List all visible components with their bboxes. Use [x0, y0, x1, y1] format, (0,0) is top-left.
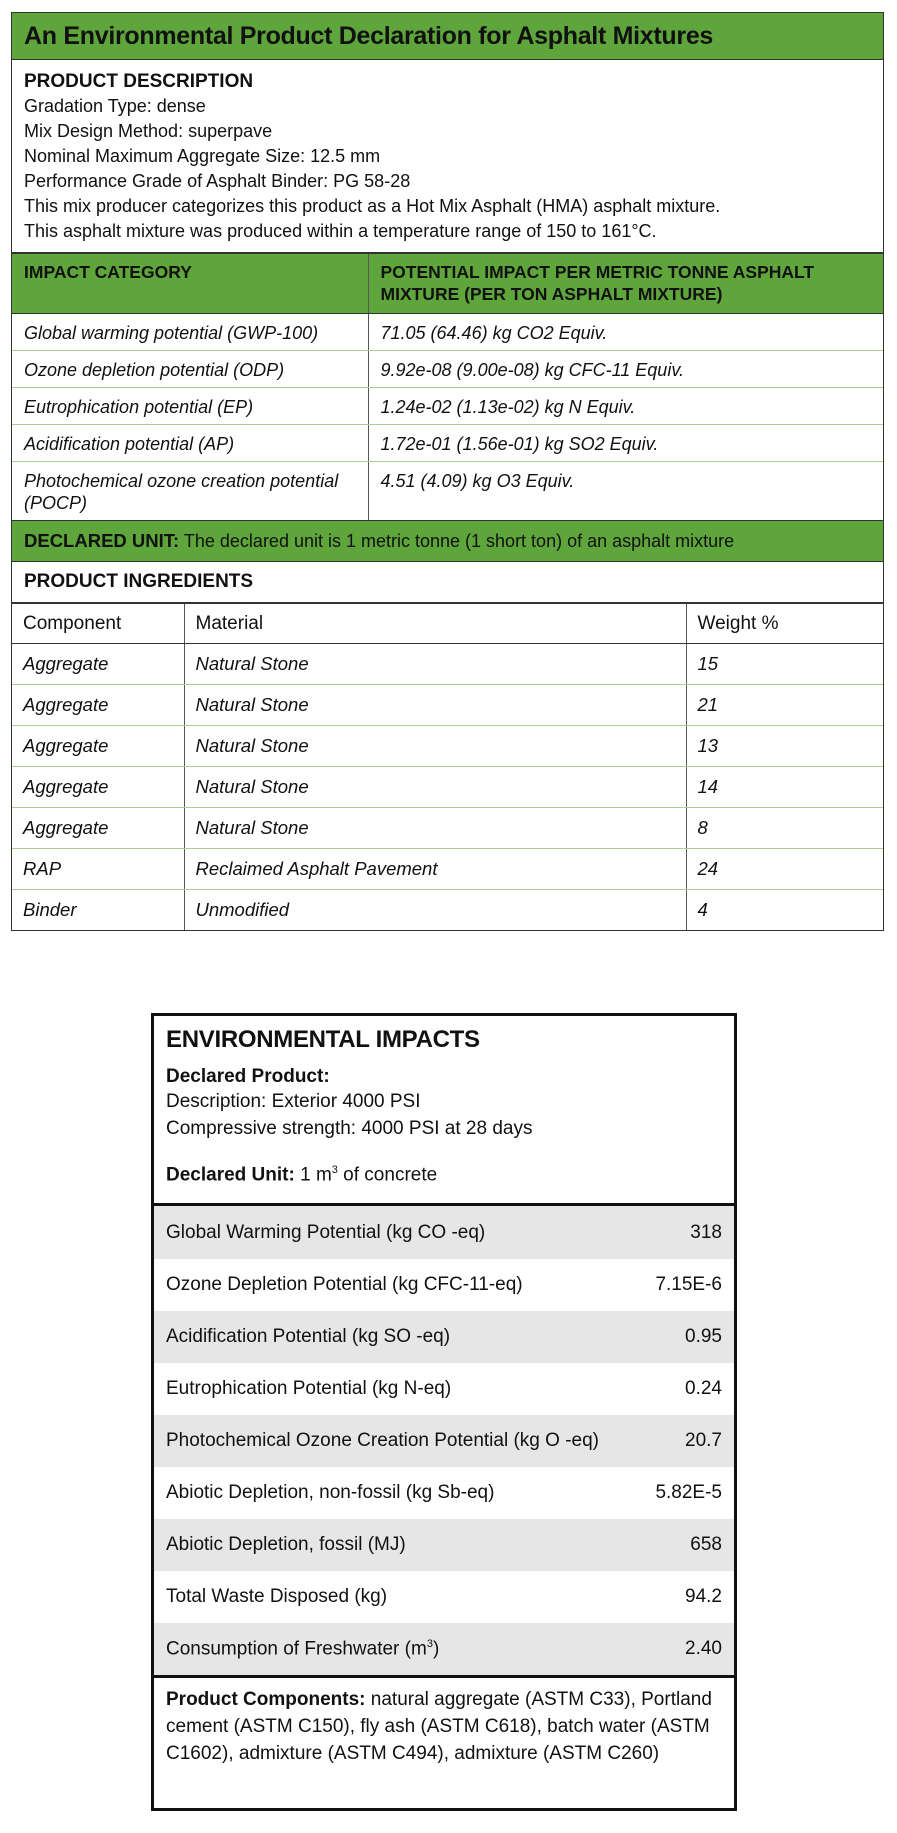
potential-impact-header: POTENTIAL IMPACT PER METRIC TONNE ASPHALT MIXTURE (PER TON ASPHALT MIXTURE): [368, 254, 883, 314]
impact-value: 318: [638, 1206, 734, 1259]
impact-label: Abiotic Depletion, non-fossil (kg Sb-eq): [166, 1482, 495, 1503]
ingredient-row: [12, 808, 883, 849]
product-description-line: Description: Exterior 4000 PSI: [166, 1091, 421, 1112]
impact-category: Acidification potential (AP): [12, 425, 368, 462]
ingredient-material: Natural Stone: [184, 767, 686, 808]
ingredient-weight: 21: [686, 685, 883, 726]
concrete-epd-panel: [151, 1013, 737, 1811]
declared-product-label: Declared Product:: [166, 1066, 330, 1087]
impact-row: [154, 1311, 734, 1363]
ingredient-component: Aggregate: [12, 726, 184, 767]
product-description: [12, 60, 883, 254]
impact-row: [154, 1519, 734, 1571]
material-header: Material: [184, 604, 686, 644]
ingredient-material: Unmodified: [184, 890, 686, 931]
environmental-impacts-title: ENVIRONMENTAL IMPACTS: [166, 1026, 480, 1053]
impact-label-text: Consumption of Freshwater (m: [166, 1638, 427, 1660]
impact-value: 0.24: [685, 1378, 722, 1399]
impact-row: [154, 1467, 734, 1519]
ingredient-component: Aggregate: [12, 644, 184, 685]
ingredient-weight: 8: [686, 808, 883, 849]
component-header: Component: [12, 604, 184, 644]
impact-row: [154, 1259, 734, 1311]
declared-unit-line: [166, 1157, 722, 1188]
impact-category: Photochemical ozone creation potential (POCP): [24, 471, 339, 513]
ingredient-component: RAP: [12, 849, 184, 890]
ingredient-weight: 14: [686, 767, 883, 808]
description-line: Performance Grade of Asphalt Binder: PG 58-28: [24, 171, 411, 191]
impact-row: [12, 388, 883, 425]
impact-category: Eutrophication potential (EP): [12, 388, 368, 425]
environmental-impacts-table: [154, 1206, 734, 1675]
product-components-label: Product Components:: [166, 1689, 366, 1710]
impact-label: [154, 1623, 638, 1675]
impact-category: Global warming potential (GWP-100): [12, 314, 368, 351]
ingredient-row: [12, 767, 883, 808]
compressive-strength-line: Compressive strength: 4000 PSI at 28 days: [166, 1118, 533, 1139]
declared-unit-suffix: of concrete: [337, 1164, 438, 1186]
impact-row: [12, 314, 883, 351]
impact-row: [154, 1206, 734, 1259]
impact-value: 20.7: [638, 1415, 734, 1467]
ingredient-row: [12, 644, 883, 685]
impact-label: Photochemical Ozone Creation Potential (kg O -eq): [154, 1415, 638, 1467]
ingredient-row: [12, 726, 883, 767]
impact-label-suffix: ): [432, 1638, 440, 1660]
product-description-heading: PRODUCT DESCRIPTION: [24, 71, 254, 92]
asphalt-epd-title: An Environmental Product Declaration for Asphalt Mixtures: [12, 13, 883, 60]
impact-value: 71.05 (64.46) kg CO2 Equiv.: [368, 314, 883, 351]
ingredient-material: Natural Stone: [184, 644, 686, 685]
ingredient-row: [12, 685, 883, 726]
weight-header: Weight %: [686, 604, 883, 644]
impact-label: Acidification Potential (kg SO -eq): [154, 1311, 638, 1363]
impact-value: 5.82E-5: [655, 1482, 722, 1503]
declared-unit-bar: [12, 520, 883, 562]
impact-value: 94.2: [685, 1586, 722, 1607]
description-line: This asphalt mixture was produced within a temperature range of 150 to 161°C.: [24, 221, 657, 241]
impact-category: Ozone depletion potential (ODP): [12, 351, 368, 388]
ingredient-weight: 13: [686, 726, 883, 767]
impact-table-header: [12, 254, 883, 314]
impact-value: 7.15E-6: [655, 1274, 722, 1295]
declared-unit-superscript: 3: [331, 1164, 338, 1176]
impact-label: Abiotic Depletion, fossil (MJ): [154, 1519, 638, 1571]
ingredient-component: Binder: [23, 899, 77, 920]
ingredient-component: Aggregate: [12, 685, 184, 726]
impact-value: 9.92e-08 (9.00e-08) kg CFC-11 Equiv.: [368, 351, 883, 388]
impact-row: [154, 1623, 734, 1675]
ingredient-material: Reclaimed Asphalt Pavement: [184, 849, 686, 890]
impact-row: [154, 1571, 734, 1623]
impact-category-header: IMPACT CATEGORY: [12, 254, 368, 314]
ingredients-table: [12, 604, 883, 930]
declared-unit-label: Declared Unit:: [166, 1164, 295, 1186]
impact-value: 0.95: [638, 1311, 734, 1363]
impact-value: 1.24e-02 (1.13e-02) kg N Equiv.: [368, 388, 883, 425]
ingredient-weight: 15: [686, 644, 883, 685]
impact-label: Eutrophication Potential (kg N-eq): [166, 1378, 452, 1399]
asphalt-epd-panel: [11, 12, 884, 931]
impact-label: Ozone Depletion Potential (kg CFC-11-eq): [166, 1274, 523, 1295]
impact-row: [12, 462, 883, 521]
impact-value: 4.51 (4.09) kg O3 Equiv.: [368, 462, 883, 521]
declared-unit-text: The declared unit is 1 metric tonne (1 short ton) of an asphalt mixture: [183, 531, 735, 551]
impact-label: Total Waste Disposed (kg): [166, 1586, 388, 1607]
product-components-text: natural aggregate (ASTM C33), Portland cement (ASTM C150), fly ash (ASTM C618), batch water (ASTM C1602), admixture (ASTM C494), admixture (ASTM C260): [166, 1689, 712, 1764]
impact-label-superscript: 3: [426, 1637, 433, 1650]
ingredient-component: Aggregate: [12, 808, 184, 849]
impact-label: Global Warming Potential (kg CO -eq): [154, 1206, 638, 1259]
impact-value: 1.72e-01 (1.56e-01) kg SO2 Equiv.: [368, 425, 883, 462]
impact-row: [12, 351, 883, 388]
product-components: [154, 1675, 734, 1767]
impact-row: [154, 1363, 734, 1415]
impact-row: [154, 1415, 734, 1467]
ingredient-material: Natural Stone: [184, 808, 686, 849]
declared-unit-value: 1 m: [300, 1164, 332, 1186]
ingredients-header-row: [12, 604, 883, 644]
description-line: This mix producer categorizes this product as a Hot Mix Asphalt (HMA) asphalt mixture.: [24, 196, 721, 216]
product-ingredients-heading: PRODUCT INGREDIENTS: [12, 562, 883, 604]
impact-table: [12, 254, 883, 520]
ingredient-row: [12, 849, 883, 890]
description-line: Gradation Type: dense: [24, 96, 206, 116]
description-line: Mix Design Method: superpave: [24, 121, 273, 141]
impact-value: 2.40: [638, 1623, 734, 1675]
declared-unit-label: DECLARED UNIT:: [24, 530, 180, 551]
ingredient-material: Natural Stone: [184, 685, 686, 726]
impact-value: 658: [638, 1519, 734, 1571]
ingredient-row: [12, 890, 883, 931]
description-line: Nominal Maximum Aggregate Size: 12.5 mm: [24, 146, 381, 166]
impact-row: [12, 425, 883, 462]
ingredient-material: Natural Stone: [184, 726, 686, 767]
ingredient-weight: 24: [686, 849, 883, 890]
ingredient-weight: 4: [686, 890, 883, 931]
environmental-impacts-header: [154, 1016, 734, 1206]
ingredient-component: Aggregate: [12, 767, 184, 808]
